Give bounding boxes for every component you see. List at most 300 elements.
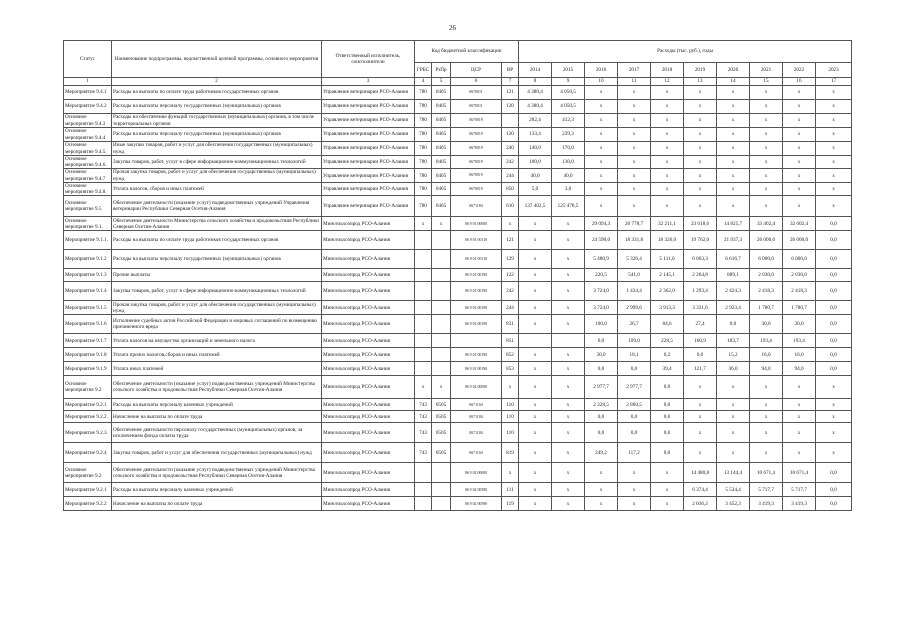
row-value: x — [585, 182, 618, 195]
row-value: x — [618, 114, 651, 128]
row-executor: Минсельхозпрод РСО-Алания — [322, 362, 415, 376]
row-value: x — [519, 483, 552, 497]
row-grbs: 780 — [415, 196, 432, 217]
table-row — [64, 376, 852, 399]
row-value: x — [651, 463, 684, 483]
row-value: 0,0 — [816, 282, 852, 301]
row-status: Основное мероприятие 9.4.3 — [64, 114, 112, 128]
row-grbs — [415, 315, 432, 334]
row-vr: 242 — [502, 282, 519, 301]
row-value: x — [585, 114, 618, 128]
row-rzpr: x — [432, 376, 451, 399]
row-value: x — [783, 196, 816, 217]
row-executor: Управление ветеринарии РСО-Алания — [322, 86, 415, 100]
column-number: 14 — [717, 78, 750, 86]
header-executor: Ответственный исполнитель, соисполнители — [322, 41, 415, 78]
row-grbs: 780 — [415, 86, 432, 100]
row-csr: 0670019 — [451, 128, 502, 142]
row-value: 84,6 — [651, 315, 684, 334]
row-status: Мероприятие 9.1.9 — [64, 362, 112, 376]
header-year: 2022 — [783, 63, 816, 78]
table-row — [64, 182, 852, 195]
row-csr: 06 9 01 00110 — [451, 231, 502, 250]
table-row — [64, 315, 852, 334]
column-number: 16 — [783, 78, 816, 86]
row-value: x — [552, 399, 585, 411]
row-vr: x — [502, 463, 519, 483]
row-grbs — [415, 463, 432, 483]
row-value: 130,0 — [552, 156, 585, 169]
row-value: 27,4 — [684, 315, 717, 334]
row-rzpr: 0405 — [432, 182, 451, 195]
row-executor: Минсельхозпрод РСО-Алания — [322, 269, 415, 282]
row-rzpr — [432, 315, 451, 334]
row-value: 14 480,8 — [684, 463, 717, 483]
row-grbs — [415, 231, 432, 250]
row-name: Прочая закупка товаров, работ и услуг для обеспечения государственных (муниципальных) нужд — [112, 301, 322, 315]
row-value: x — [618, 169, 651, 182]
row-value: x — [519, 301, 552, 315]
row-vr: x — [502, 376, 519, 399]
row-rzpr — [432, 483, 451, 497]
row-rzpr — [432, 282, 451, 301]
row-value: 228,5 — [651, 334, 684, 348]
row-value: 2 264,8 — [684, 269, 717, 282]
row-value: x — [816, 182, 852, 195]
row-value: x — [618, 128, 651, 142]
row-value: 5 534,4 — [717, 483, 750, 497]
column-number-row — [64, 78, 852, 86]
row-name: Закупка товаров, работ, услуг в сфере информационно-коммуникационных технологий — [112, 282, 322, 301]
row-status: Мероприятие 9.2.2 — [64, 497, 112, 511]
row-value: x — [816, 423, 852, 443]
row-value: 3 913,3 — [651, 301, 684, 315]
row-csr: 06 9 02 00000 — [451, 463, 502, 483]
row-grbs: x — [415, 376, 432, 399]
row-value: 94,0 — [783, 362, 816, 376]
row-status: Основное мероприятие 9.4.7 — [64, 169, 112, 182]
table-row — [64, 196, 852, 217]
row-value: x — [816, 156, 852, 169]
row-value: x — [750, 100, 783, 114]
column-number: 4 — [415, 78, 432, 86]
row-value: 40,0 — [519, 169, 552, 182]
row-csr: 0671104 — [451, 443, 502, 463]
table-row — [64, 362, 852, 376]
row-csr: 0670019 — [451, 169, 502, 182]
row-value: x — [816, 142, 852, 156]
row-vr: 119 — [502, 497, 519, 511]
row-value: 2 923,4 — [717, 301, 750, 315]
row-value: 40,0 — [552, 169, 585, 182]
row-value: x — [684, 443, 717, 463]
row-value: x — [552, 423, 585, 443]
column-number: 8 — [519, 78, 552, 86]
row-value: x — [750, 376, 783, 399]
row-grbs: 780 — [415, 128, 432, 142]
row-rzpr: 0405 — [432, 100, 451, 114]
row-value: 121,7 — [684, 362, 717, 376]
row-rzpr — [432, 334, 451, 348]
row-value: 4 050,5 — [552, 86, 585, 100]
row-status: Основное мероприятие 9.4.6. — [64, 156, 112, 169]
row-value: 36,0 — [717, 362, 750, 376]
row-value: 0,0 — [618, 411, 651, 423]
row-value: 5 717,7 — [750, 483, 783, 497]
row-value: 0,0 — [585, 411, 618, 423]
row-grbs — [415, 362, 432, 376]
row-value: x — [783, 411, 816, 423]
row-value: x — [783, 169, 816, 182]
row-csr: 06 9 01 00190 — [451, 282, 502, 301]
row-value: x — [717, 100, 750, 114]
row-rzpr: 0505 — [432, 399, 451, 411]
table-row — [64, 128, 852, 142]
row-value: 94,0 — [750, 362, 783, 376]
row-value: 140,0 — [519, 142, 552, 156]
table-row — [64, 483, 852, 497]
table-row — [64, 282, 852, 301]
row-value: x — [816, 169, 852, 182]
row-value: 5 717,7 — [783, 483, 816, 497]
row-value: x — [552, 362, 585, 376]
row-csr: 0671104 — [451, 399, 502, 411]
row-value: 541,0 — [618, 269, 651, 282]
row-value: 16,0 — [783, 348, 816, 362]
row-value: x — [585, 483, 618, 497]
row-value: 282,4 — [519, 114, 552, 128]
row-executor: Управление ветеринарии РСО-Алания — [322, 114, 415, 128]
row-executor: Управление ветеринарии РСО-Алания — [322, 169, 415, 182]
row-status: Мероприятие 9.1.3 — [64, 269, 112, 282]
row-value: 137 402,5 — [519, 196, 552, 217]
row-name: Расходы на выплаты персоналу государственных (муниципальных) органов — [112, 128, 322, 142]
row-value: x — [717, 411, 750, 423]
row-value: 160,9 — [684, 334, 717, 348]
row-value: x — [783, 86, 816, 100]
row-value — [519, 334, 552, 348]
row-value: x — [585, 86, 618, 100]
row-value: x — [684, 142, 717, 156]
row-executor: Управление ветеринарии РСО-Алания — [322, 156, 415, 169]
row-value: 6 000,0 — [750, 250, 783, 269]
row-executor: Минсельхозпрод РСО-Алания — [322, 497, 415, 511]
row-value: x — [717, 86, 750, 100]
row-value: x — [717, 142, 750, 156]
row-value: x — [519, 231, 552, 250]
row-status: Мероприятие 9.1.1. — [64, 231, 112, 250]
row-rzpr — [432, 348, 451, 362]
row-value: x — [783, 182, 816, 195]
row-csr: 06 9 02 00000 — [451, 376, 502, 399]
row-value: 1 780,7 — [783, 301, 816, 315]
row-status: Мероприятие 9.2.1 — [64, 483, 112, 497]
row-value: x — [552, 348, 585, 362]
row-vr: x — [502, 217, 519, 231]
row-rzpr — [432, 250, 451, 269]
row-value: 4 050,5 — [552, 100, 585, 114]
row-value: 19 762,0 — [684, 231, 717, 250]
row-value: 3 452,3 — [717, 497, 750, 511]
table-row — [64, 334, 852, 348]
row-executor: Минсельхозпрод РСО-Алания — [322, 443, 415, 463]
row-value: 193,4 — [783, 334, 816, 348]
row-value: x — [651, 142, 684, 156]
row-value: 10 671,4 — [783, 463, 816, 483]
row-value: 2 328,5 — [585, 399, 618, 411]
row-value: 10 671,4 — [750, 463, 783, 483]
row-value: 2 977,7 — [618, 376, 651, 399]
row-grbs — [415, 301, 432, 315]
row-name: Начисление на выплаты по оплате труда — [112, 411, 322, 423]
row-value: x — [519, 217, 552, 231]
row-value: 0,0 — [717, 315, 750, 334]
header-csr: ЦСР — [451, 63, 502, 78]
row-value: x — [519, 497, 552, 511]
row-value: x — [552, 231, 585, 250]
row-status: Основное мероприятие 9.4.4 — [64, 128, 112, 142]
row-csr: 0671104 — [451, 423, 502, 443]
row-value: 889,1 — [717, 269, 750, 282]
table-row — [64, 231, 852, 250]
table-row — [64, 269, 852, 282]
row-status: Мероприятие 9.2.2. — [64, 411, 112, 423]
row-value: x — [750, 156, 783, 169]
row-value: x — [618, 463, 651, 483]
row-value: x — [618, 497, 651, 511]
row-value: 125 478,5 — [552, 196, 585, 217]
row-status: Основное мероприятие 9.1. — [64, 217, 112, 231]
row-executor: Управление ветеринарии РСО-Алания — [322, 196, 415, 217]
row-value: 5 111,0 — [651, 250, 684, 269]
row-value: x — [519, 315, 552, 334]
row-value: 16,0 — [750, 348, 783, 362]
row-name: Обеспечение деятельности персоналу государственных (муниципальных) органов, за исключением фонда оплаты труда — [112, 423, 322, 443]
row-name: Прочая закупка товаров, работ и услуг для обеспечения государственных (муниципальных) нужд — [112, 169, 322, 182]
row-value: 30,0 — [783, 315, 816, 334]
row-status: Основное мероприятие 9.5 — [64, 196, 112, 217]
row-value: 13 144,4 — [717, 463, 750, 483]
row-value: 0,0 — [816, 362, 852, 376]
table-row — [64, 217, 852, 231]
row-value: x — [717, 443, 750, 463]
row-value: 0,0 — [585, 423, 618, 443]
row-name: Расходы на выплаты персоналу государственных (муниципальных) органов — [112, 250, 322, 269]
row-rzpr: 0505 — [432, 443, 451, 463]
row-value: x — [684, 423, 717, 443]
row-rzpr — [432, 497, 451, 511]
row-value: x — [585, 156, 618, 169]
row-value: x — [585, 196, 618, 217]
row-status: Мероприятие 9.1.6 — [64, 315, 112, 334]
row-value: x — [816, 411, 852, 423]
row-csr: 0670019 — [451, 142, 502, 156]
row-executor: Минсельхозпрод РСО-Алания — [322, 301, 415, 315]
row-value: x — [816, 376, 852, 399]
row-value: 5 480,9 — [585, 250, 618, 269]
row-value: 0,0 — [651, 443, 684, 463]
row-value: x — [618, 86, 651, 100]
column-number: 5 — [432, 78, 451, 86]
row-value: 6 616,7 — [717, 250, 750, 269]
row-name: Обеспечение деятельности (оказание услуг) подведомственных учреждений Министерства сельского хозяйства и продовольствия Республики Северная Осетия-Алания — [112, 376, 322, 399]
row-rzpr — [432, 463, 451, 483]
row-value: 32 211,1 — [651, 217, 684, 231]
table-row — [64, 301, 852, 315]
row-status: Мероприятие 9.1.7 — [64, 334, 112, 348]
row-value: x — [783, 399, 816, 411]
row-name: Расходы на обеспечение функций государственных (муниципальных) органов, в том числе территориальных органов — [112, 114, 322, 128]
row-vr: 121 — [502, 231, 519, 250]
row-value: 23 018,6 — [684, 217, 717, 231]
row-value: 15,2 — [717, 348, 750, 362]
row-value: 1 780,7 — [750, 301, 783, 315]
row-status: Мероприятие 9.1.4 — [64, 282, 112, 301]
row-value: x — [816, 114, 852, 128]
row-value: x — [783, 376, 816, 399]
table-row — [64, 86, 852, 100]
row-value: x — [783, 142, 816, 156]
row-value: 32 602,4 — [783, 217, 816, 231]
row-value: 0,0 — [816, 269, 852, 282]
table-row — [64, 411, 852, 423]
row-value: x — [651, 114, 684, 128]
table-row — [64, 463, 852, 483]
header-vr: ВР — [502, 63, 519, 78]
row-vr: 110 — [502, 411, 519, 423]
column-number: 2 — [112, 78, 322, 86]
row-value: x — [750, 169, 783, 182]
row-value: x — [783, 114, 816, 128]
row-csr: 0670011 — [451, 86, 502, 100]
column-number: 7 — [502, 78, 519, 86]
row-rzpr: 0405 — [432, 114, 451, 128]
row-value: 0,0 — [651, 399, 684, 411]
row-vr: 831 — [502, 315, 519, 334]
row-csr: 0671184 — [451, 196, 502, 217]
row-value: x — [783, 423, 816, 443]
row-value: 4 380,4 — [519, 100, 552, 114]
row-value: 3 724,0 — [585, 282, 618, 301]
row-vr — [502, 114, 519, 128]
row-value: 0,0 — [816, 217, 852, 231]
row-value: x — [750, 86, 783, 100]
row-executor: Управление ветеринарии РСО-Алания — [322, 100, 415, 114]
row-vr: 242 — [502, 156, 519, 169]
row-value: x — [717, 399, 750, 411]
row-value: x — [717, 169, 750, 182]
row-name: Прочие выплаты — [112, 269, 322, 282]
row-value: 3,0 — [552, 182, 585, 195]
row-value: x — [618, 100, 651, 114]
row-value: x — [750, 443, 783, 463]
row-csr: 06 9 01 00190 — [451, 362, 502, 376]
row-value: x — [651, 86, 684, 100]
row-value: x — [783, 443, 816, 463]
row-rzpr: 0405 — [432, 142, 451, 156]
row-value: x — [519, 399, 552, 411]
row-vr: 129 — [502, 250, 519, 269]
row-value — [552, 334, 585, 348]
row-value: 18 326,0 — [651, 231, 684, 250]
row-value: x — [684, 128, 717, 142]
row-value: 2 860,5 — [618, 399, 651, 411]
row-vr: 120 — [502, 128, 519, 142]
table-row — [64, 142, 852, 156]
row-value: 3 724,0 — [585, 301, 618, 315]
row-executor: Минсельхозпрод РСО-Алания — [322, 411, 415, 423]
row-vr: 819 — [502, 443, 519, 463]
row-rzpr: 0505 — [432, 411, 451, 423]
row-value: 0,0 — [816, 463, 852, 483]
row-vr: 121 — [502, 86, 519, 100]
row-value: 183,7 — [717, 334, 750, 348]
row-name: Иные закупки товаров, работ и услуг для обеспечения государственных (муниципальных) нужд — [112, 142, 322, 156]
row-name: Обеспечение деятельности (оказание услуг) подведомственных учреждений Министерства сельского хозяйства и продовольствия Республики Северная Осетия-Алания — [112, 463, 322, 483]
row-value: 6 374,4 — [684, 483, 717, 497]
row-executor: Минсельхозпрод РСО-Алания — [322, 423, 415, 443]
table-row — [64, 423, 852, 443]
header-grbs: ГРБС — [415, 63, 432, 78]
header-rzpr: РзПр — [432, 63, 451, 78]
row-value: x — [552, 269, 585, 282]
row-value: 5,0 — [519, 182, 552, 195]
row-name: Начисление на выплаты по оплате труда — [112, 497, 322, 511]
row-value: x — [651, 196, 684, 217]
row-rzpr: 0505 — [432, 423, 451, 443]
row-value: 0,0 — [816, 315, 852, 334]
table-body — [64, 86, 852, 511]
row-value: 26 000,0 — [783, 231, 816, 250]
row-vr: 850 — [502, 182, 519, 195]
row-value: x — [585, 142, 618, 156]
row-value: x — [519, 348, 552, 362]
row-value: x — [750, 128, 783, 142]
row-value: 3 331,6 — [684, 301, 717, 315]
row-csr: 06 9 01 00110 — [451, 250, 502, 269]
row-grbs: 780 — [415, 169, 432, 182]
row-value: x — [651, 100, 684, 114]
row-value: x — [684, 196, 717, 217]
row-value: 412,3 — [552, 114, 585, 128]
row-status: Мероприятие 9.1.8 — [64, 348, 112, 362]
row-name: Закупка товаров, работ, услуг в сфере информационно-коммуникационных технологий — [112, 156, 322, 169]
row-rzpr — [432, 362, 451, 376]
row-status: Основное мероприятие 9.4.8. — [64, 182, 112, 195]
row-value: x — [684, 156, 717, 169]
row-csr: 0670019 — [451, 114, 502, 128]
row-value: x — [519, 282, 552, 301]
row-value: x — [816, 399, 852, 411]
row-value: 2 418,3 — [750, 282, 783, 301]
row-value: 2 999,6 — [618, 301, 651, 315]
row-status: Мероприятие 9.2.1 — [64, 399, 112, 411]
row-name: Уплата налогов, сборов и иных платежей — [112, 182, 322, 195]
row-value: x — [750, 399, 783, 411]
row-value: x — [816, 100, 852, 114]
row-value: x — [783, 128, 816, 142]
header-year: 2017 — [618, 63, 651, 78]
row-value: 30,0 — [585, 348, 618, 362]
row-value: x — [519, 362, 552, 376]
row-vr: 110 — [502, 399, 519, 411]
row-value: 117,2 — [618, 443, 651, 463]
row-value: 0,0 — [816, 483, 852, 497]
row-value: 0,0 — [651, 423, 684, 443]
row-value: 239,3 — [552, 128, 585, 142]
row-value: x — [816, 196, 852, 217]
row-vr: 853 — [502, 362, 519, 376]
